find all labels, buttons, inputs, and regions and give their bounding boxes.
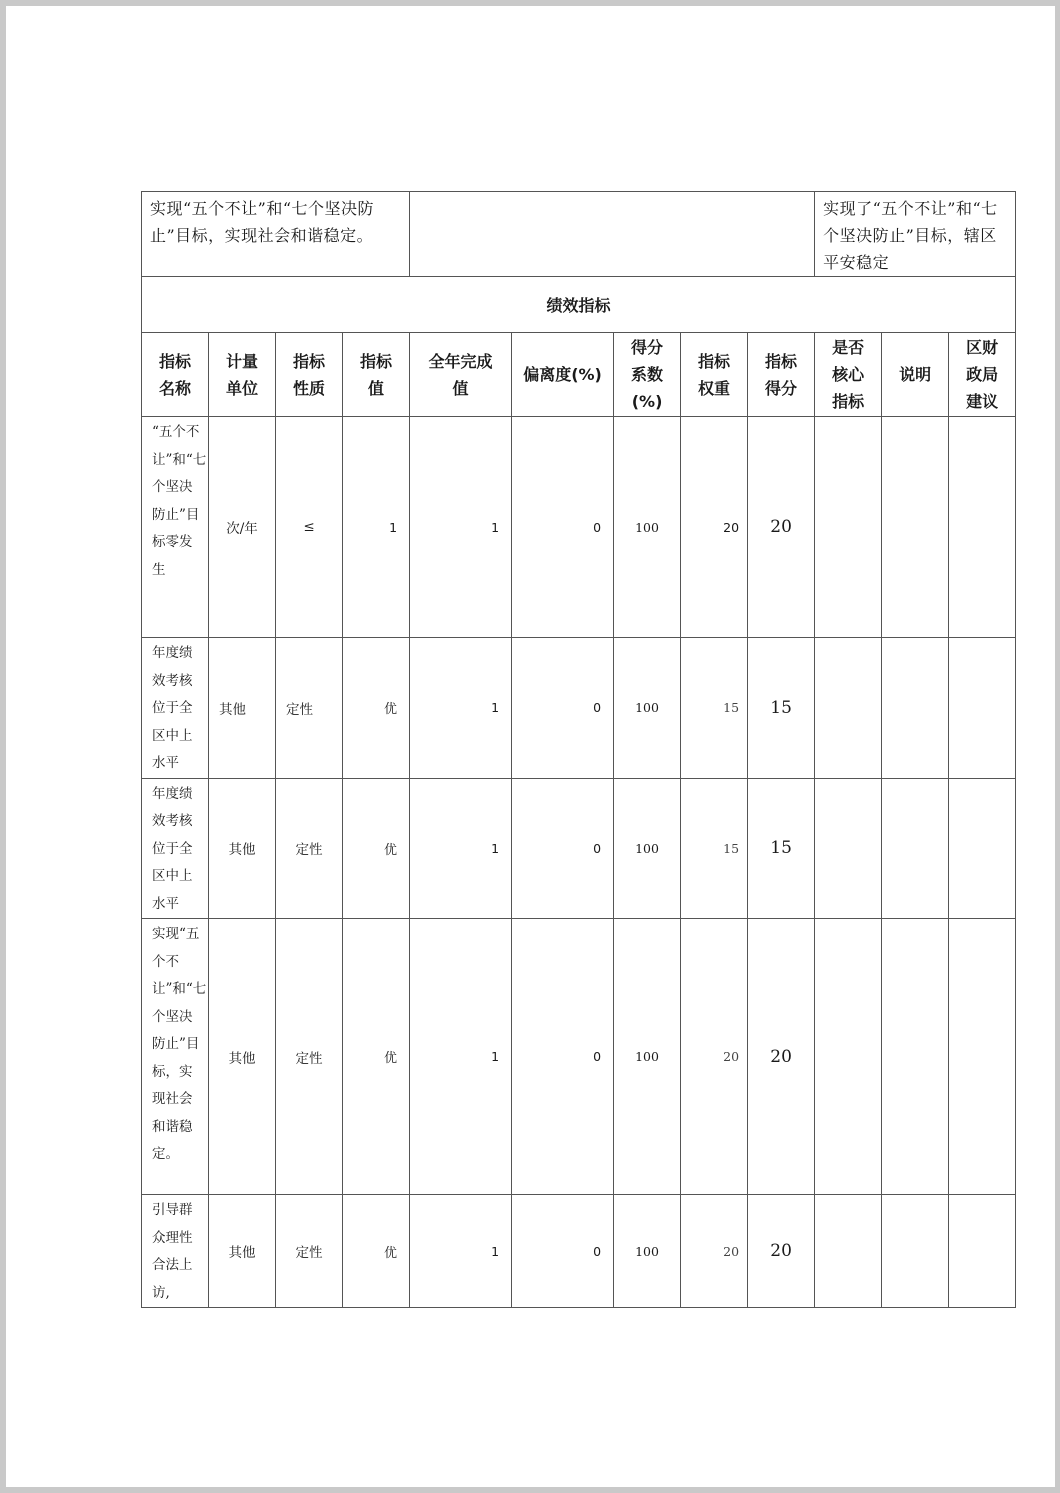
weight-cell: 15 [681, 778, 748, 919]
indicator-name: 年度绩效考核位于全区中上水平 [142, 638, 209, 779]
core-cell [815, 638, 882, 779]
score-cell: 20 [748, 417, 815, 638]
header-name: 指标名称 [142, 333, 209, 417]
header-unit: 计量单位 [209, 333, 276, 417]
goal-middle-cell [410, 192, 815, 277]
unit-cell: 其他 [209, 638, 276, 779]
weight-cell: 20 [681, 417, 748, 638]
coefficient-cell: 100 [614, 638, 681, 779]
deviation-cell: 0 [512, 1195, 614, 1308]
header-coefficient: 得分系数(%) [614, 333, 681, 417]
completion-cell: 1 [410, 638, 512, 779]
completion-cell: 1 [410, 1195, 512, 1308]
note-cell [882, 778, 949, 919]
table-row [142, 919, 1016, 1195]
coefficient-cell: 100 [614, 919, 681, 1195]
indicator-name: 实现“五个不让”和“七个坚决防止”目标，实现社会和谐稳定。 [142, 919, 209, 1195]
nature-cell: 定性 [276, 778, 343, 919]
nature-cell: 定性 [276, 919, 343, 1195]
goal-actual-cell: 实现了“五个不让”和“七个坚决防止”目标，辖区平安稳定 [815, 192, 1016, 277]
core-cell [815, 778, 882, 919]
completion-cell: 1 [410, 919, 512, 1195]
indicator-name: “五个不让”和“七个坚决防止”目标零发生 [142, 417, 209, 638]
value-cell: 优 [343, 1195, 410, 1308]
nature-cell: ≤ [276, 417, 343, 638]
coefficient-cell: 100 [614, 417, 681, 638]
header-weight: 指标权重 [681, 333, 748, 417]
header-score: 指标得分 [748, 333, 815, 417]
advice-cell [949, 638, 1016, 779]
advice-cell [949, 778, 1016, 919]
section-title: 绩效指标 [142, 277, 1016, 333]
goal-plan-cell: 实现“五个不让”和“七个坚决防止”目标，实现社会和谐稳定。 [142, 192, 410, 277]
completion-cell: 1 [410, 417, 512, 638]
unit-cell: 其他 [209, 1195, 276, 1308]
value-cell: 优 [343, 638, 410, 779]
header-note: 说明 [882, 333, 949, 417]
weight-cell: 20 [681, 1195, 748, 1308]
note-cell [882, 1195, 949, 1308]
performance-table [141, 191, 1016, 1308]
core-cell [815, 417, 882, 638]
coefficient-cell: 100 [614, 778, 681, 919]
header-value: 指标值 [343, 333, 410, 417]
core-cell [815, 919, 882, 1195]
header-core: 是否核心指标 [815, 333, 882, 417]
advice-cell [949, 1195, 1016, 1308]
core-cell [815, 1195, 882, 1308]
indicator-name: 年度绩效考核位于全区中上水平 [142, 778, 209, 919]
value-cell: 优 [343, 919, 410, 1195]
score-cell: 15 [748, 778, 815, 919]
weight-cell: 20 [681, 919, 748, 1195]
table-row [142, 417, 1016, 638]
section-title-row [142, 277, 1016, 333]
header-advice: 区财政局建议 [949, 333, 1016, 417]
table-row [142, 778, 1016, 919]
header-nature: 指标性质 [276, 333, 343, 417]
completion-cell: 1 [410, 778, 512, 919]
note-cell [882, 638, 949, 779]
table-row [142, 638, 1016, 779]
nature-cell: 定性 [276, 1195, 343, 1308]
note-cell [882, 919, 949, 1195]
value-cell: 优 [343, 778, 410, 919]
coefficient-cell: 100 [614, 1195, 681, 1308]
score-cell: 15 [748, 638, 815, 779]
document-page [6, 6, 1055, 1487]
unit-cell: 其他 [209, 919, 276, 1195]
advice-cell [949, 417, 1016, 638]
score-cell: 20 [748, 919, 815, 1195]
advice-cell [949, 919, 1016, 1195]
unit-cell: 其他 [209, 778, 276, 919]
note-cell [882, 417, 949, 638]
weight-cell: 15 [681, 638, 748, 779]
deviation-cell: 0 [512, 778, 614, 919]
deviation-cell: 0 [512, 638, 614, 779]
header-deviation: 偏离度(%) [512, 333, 614, 417]
unit-cell: 次/年 [209, 417, 276, 638]
deviation-cell: 0 [512, 417, 614, 638]
goal-row [142, 192, 1016, 277]
nature-cell: 定性 [276, 638, 343, 779]
value-cell: 1 [343, 417, 410, 638]
indicator-name: 引导群众理性合法上访, [142, 1195, 209, 1308]
header-row [142, 333, 1016, 417]
score-cell: 20 [748, 1195, 815, 1308]
deviation-cell: 0 [512, 919, 614, 1195]
table-row [142, 1195, 1016, 1308]
header-completion: 全年完成值 [410, 333, 512, 417]
